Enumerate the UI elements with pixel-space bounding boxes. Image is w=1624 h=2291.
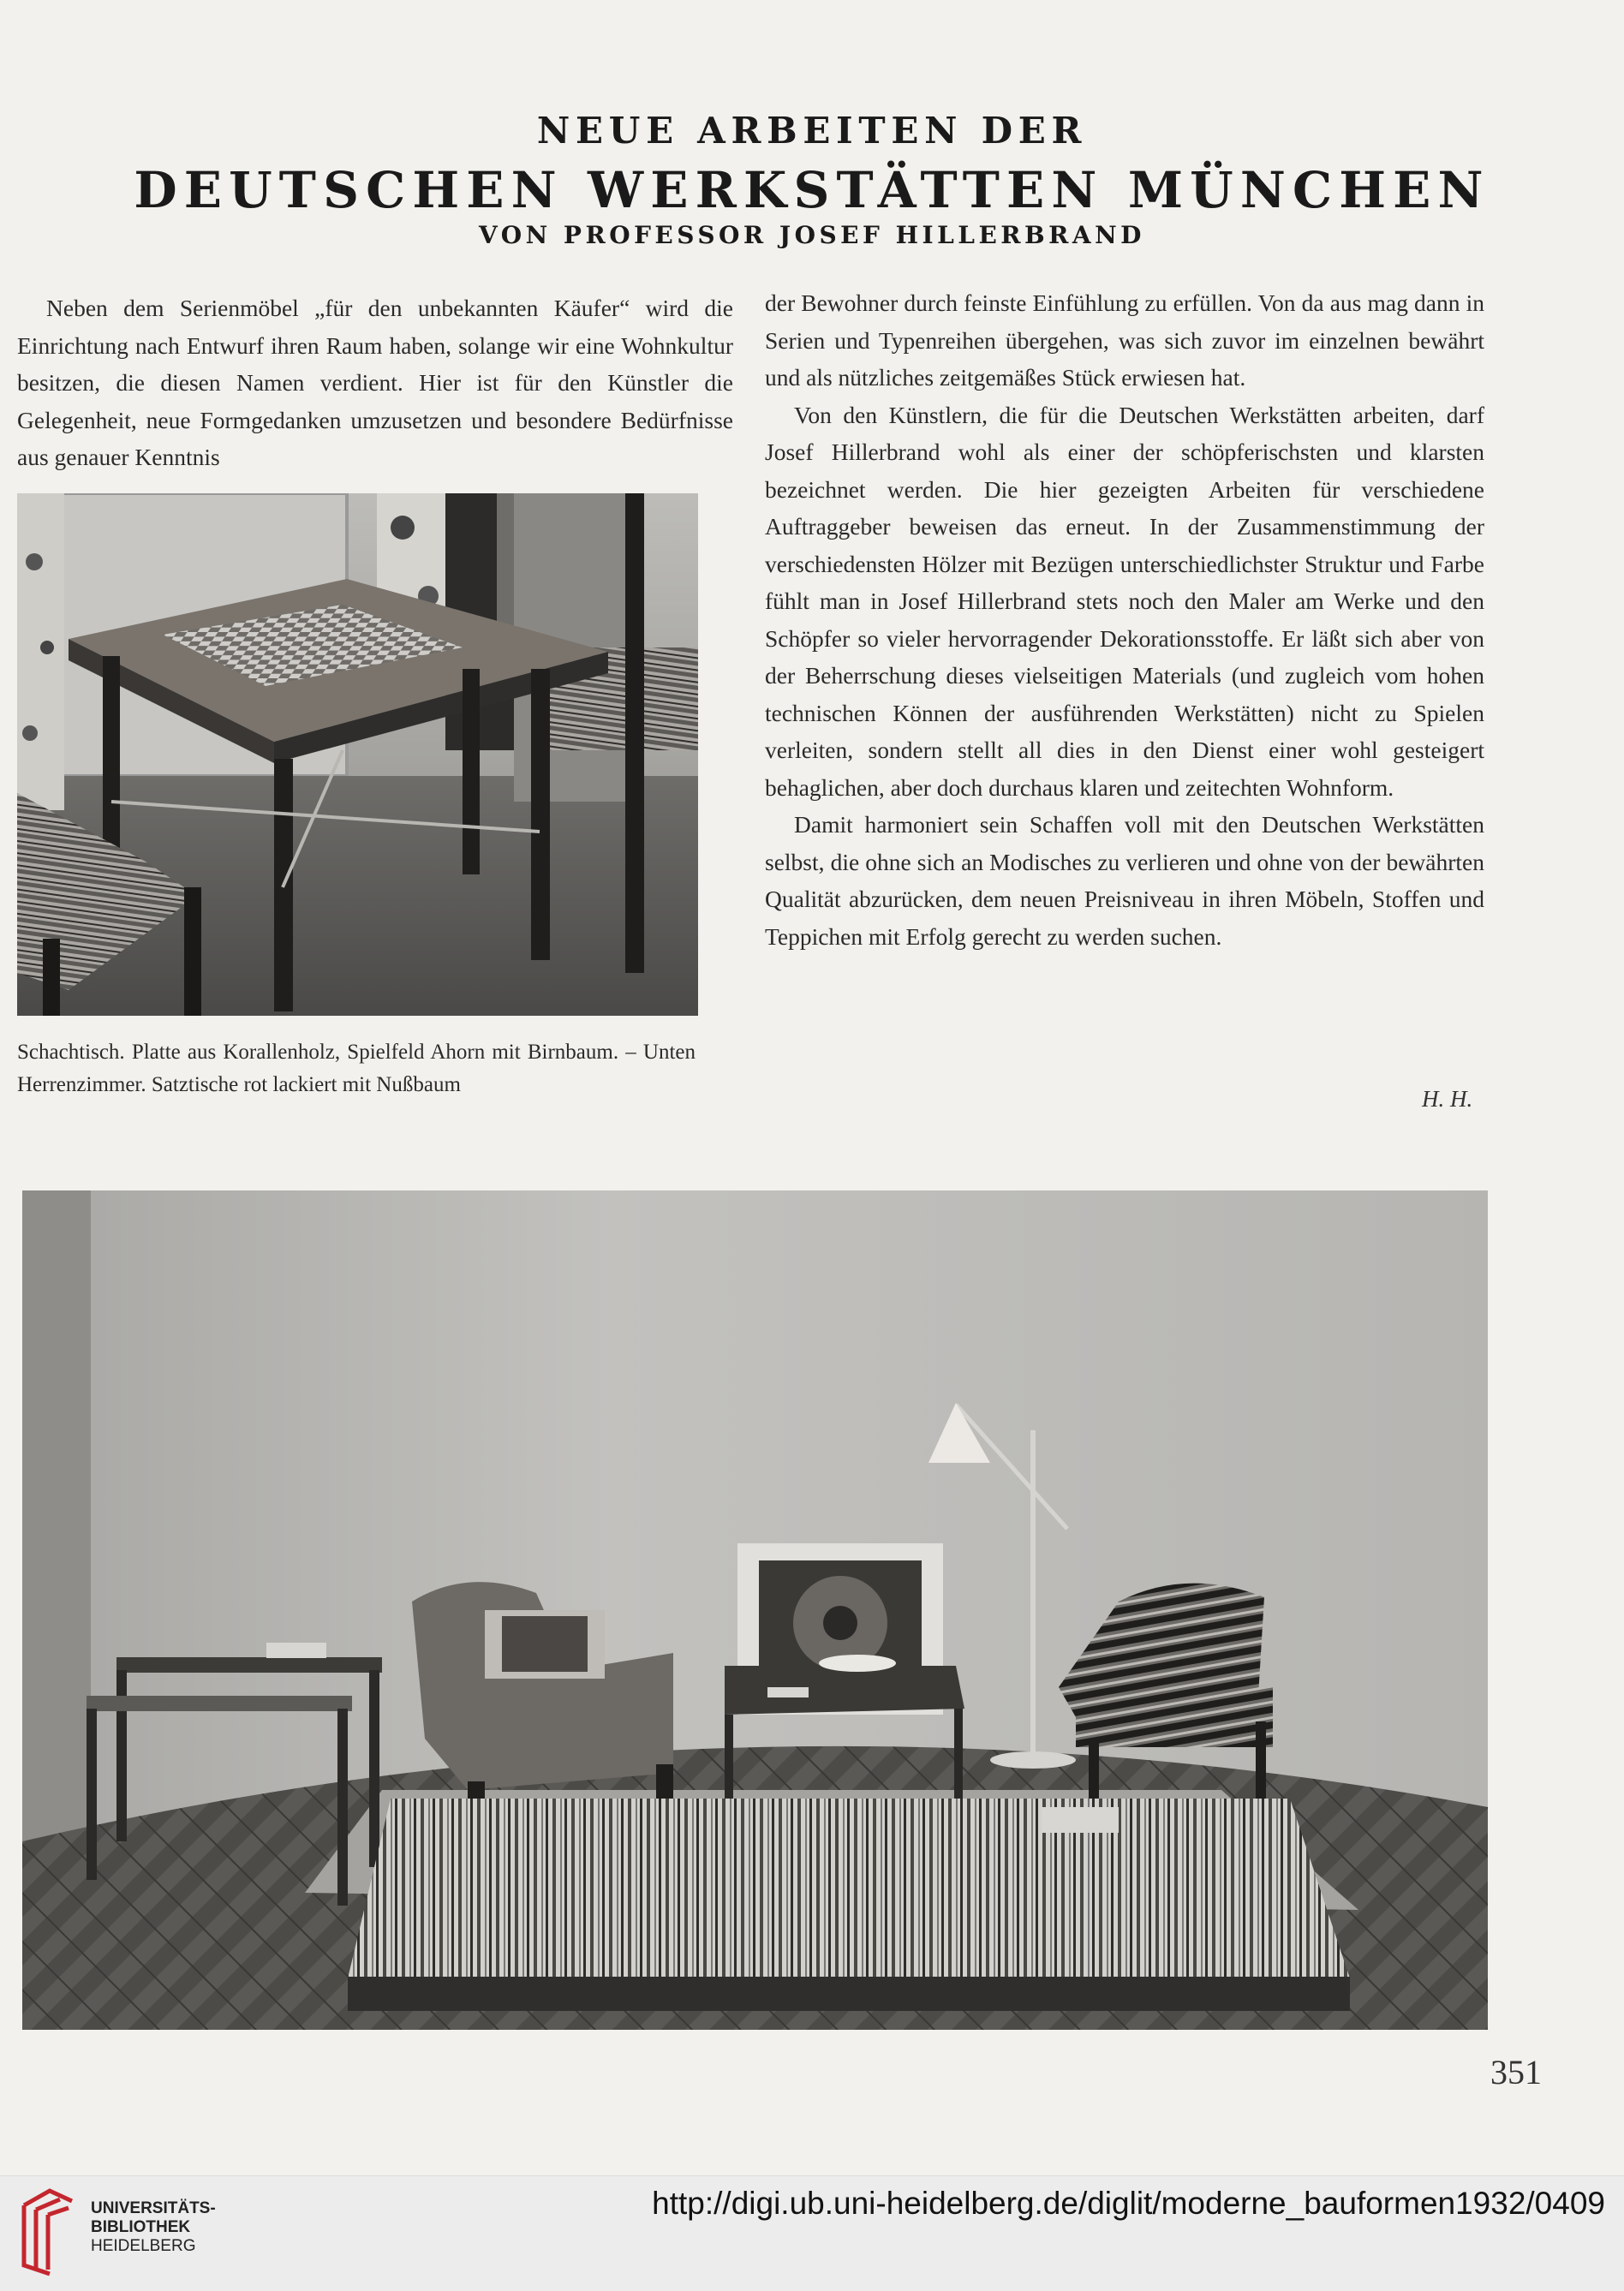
right-paragraph-1: der Bewohner durch feinste Einfühlung zu erfüllen. Von da aus mag dann in Serien und Typenreihen übergehen, was sich zuvor im einzelnen bewährt und als nützliches zeitgemäßes Stück erwiesen hat. <box>765 289 1484 391</box>
right-text-column <box>765 284 1484 955</box>
photo-caption: Schachtisch. Platte aus Korallenholz, Spielfeld Ahorn mit Birnbaum. – Unten Herrenzimmer. Satztische rot lackiert mit Nußbaum <box>17 1041 696 1096</box>
library-name-line-3: HEIDELBERG <box>91 2237 196 2255</box>
title-line-2: DEUTSCHEN WERKSTÄTTEN MÜNCHEN <box>134 161 1490 219</box>
library-logo-icon[interactable] <box>15 2184 77 2278</box>
library-name-line-1: UNIVERSITÄTS- <box>91 2199 216 2217</box>
source-url-link[interactable]: http://digi.ub.uni-heidelberg.de/diglit/moderne_bauformen1932/0409 <box>652 2186 1605 2221</box>
left-text-column <box>17 289 733 476</box>
author-initials: H. H. <box>1422 1086 1473 1112</box>
title-line-1: NEUE ARBEITEN DER <box>536 110 1088 152</box>
right-paragraph-2: Von den Künstlern, die für die Deutschen Werkstätten arbeiten, darf Josef Hillerbrand wohl als einer der schöpferischsten und klarsten bezeichnet werden. Die hier gezeigten Arbeiten für verschiedene Auftraggeber beweisen das erneut. In der Zusammenstimmung der verschiedensten Hölzer mit Bezügen unterschiedlichster Struktur und Farbe fühlt man in Josef Hillerbrand stets noch den Maler am Werke und den Schöpfer so vieler hervorragender Dekorationsstoffe. Er läßt sich aber von der Beherrschung dieses vielseitigen Materials (und zugleich vom hohen technischen Können der ausführenden Werkstätten) nicht zu Spielen verleiten, sondern stellt all dies in den Dienst einer wohl gesteigert behaglichen, aber doch durchaus klaren und zeitechten Wohnform. <box>765 401 1484 801</box>
author-line: VON PROFESSOR JOSEF HILLERBRAND <box>479 221 1145 249</box>
chess-table-photo <box>17 493 698 1016</box>
left-paragraph: Neben dem Serienmöbel „für den unbekannten Käufer“ wird die Einrichtung nach Entwurf ihren Raum haben, solange wir eine Wohnkultur besitzen, die diesen Namen verdient. Hier ist für den Künstler die Gelegenheit, neue Formgedanken umzusetzen und besondere Bedürfnisse aus genauer Kenntnis <box>17 295 733 470</box>
page-number: 351 <box>1490 2053 1542 2091</box>
library-name-line-2: BIBLIOTHEK <box>91 2218 191 2236</box>
living-room-photo <box>22 1190 1488 2030</box>
right-paragraph-3: Damit harmoniert sein Schaffen voll mit den Deutschen Werkstätten selbst, die ohne sich an Modisches zu verlieren und ohne von der bewährten Qualität abzurücken, dem neuen Preisniveau in ihren Möbeln, Stoffen und Teppichen mit Erfolg gerecht zu werden suchen. <box>765 811 1484 950</box>
library-name <box>91 2199 216 2256</box>
